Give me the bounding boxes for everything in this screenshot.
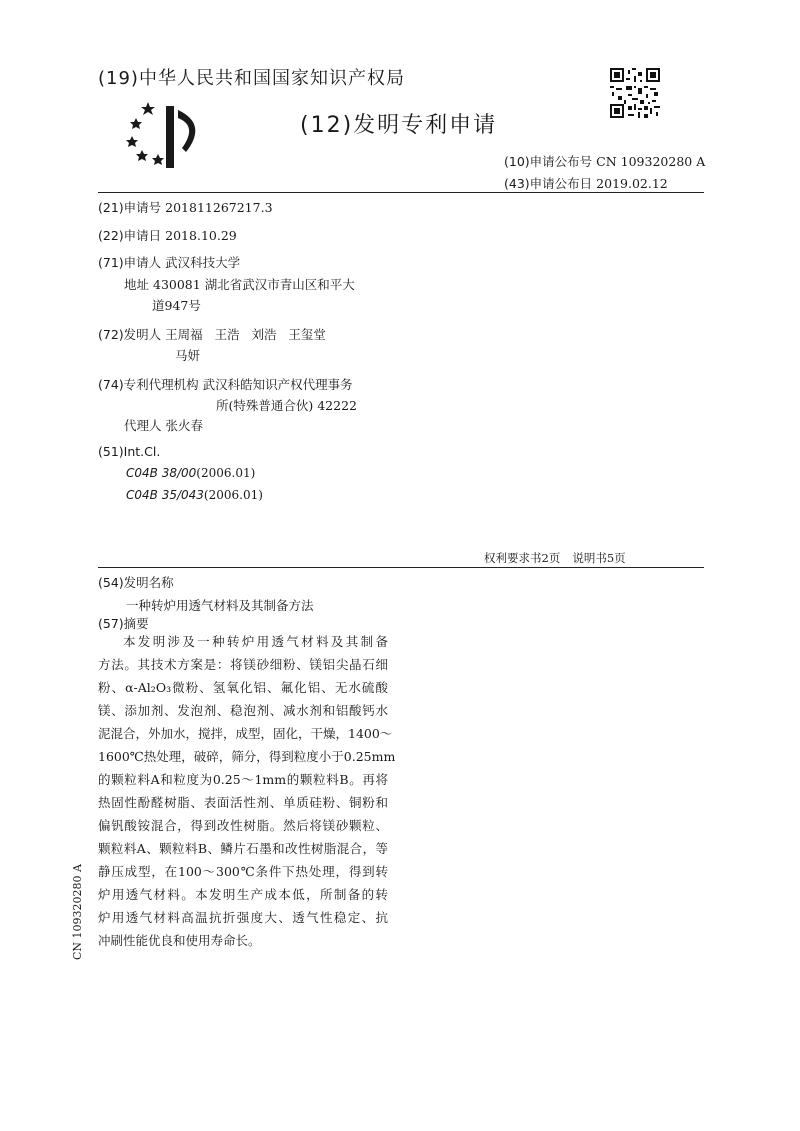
applicant-value: 武汉科技大学: [165, 255, 241, 270]
invention-title: 一种转炉用透气材料及其制备方法: [126, 598, 314, 613]
inventors-value-line1: 王周福 王浩 刘浩 王玺堂: [165, 327, 326, 342]
abstract-line: 炉用透气材料高温抗折强度大、透气性稳定、抗: [98, 910, 388, 925]
ipc-code: C04B 35/043: [126, 488, 204, 502]
ipc-code: C04B 38/00: [126, 466, 197, 480]
cnipa-logo-icon: [126, 96, 210, 174]
ipc-entry: [126, 488, 263, 502]
inventors-label: (72)发明人: [98, 327, 162, 342]
applicant-label: (71)申请人: [98, 255, 162, 270]
abstract-line: 炉用透气材料。本发明生产成本低，所制备的转: [98, 887, 388, 902]
abstract-label: (57)摘要: [98, 616, 149, 631]
ipc-entry: [126, 466, 255, 480]
agent: [124, 416, 203, 434]
address-label: 地址: [124, 277, 150, 292]
agent-label: 代理人: [124, 418, 162, 433]
page-count-info: [484, 550, 626, 566]
abstract-divider: [98, 567, 704, 568]
abstract-line: 冲刷性能优良和使用寿命长。: [98, 933, 261, 948]
application-number-label: (21)申请号: [98, 200, 162, 215]
abstract-line: 颗粒料A、颗粒料B、鳞片石墨和改性树脂混合，等: [98, 841, 388, 856]
header-divider: [98, 192, 704, 193]
office-name: (19)中华人民共和国国家知识产权局: [98, 68, 405, 89]
ipc-edition: (2006.01): [196, 466, 256, 480]
inventors: [98, 325, 326, 343]
application-date-value: 2018.10.29: [165, 228, 237, 243]
applicant: [98, 253, 240, 271]
abstract-line: 粉、α-Al₂O₃微粉、氢氧化铝、氟化铝、无水硫酸: [98, 680, 388, 695]
qr-code-icon: [610, 68, 660, 118]
application-date: [98, 226, 237, 244]
abstract-line: 泥混合，外加水，搅拌，成型，固化，干燥，1400～: [98, 726, 393, 741]
abstract-body: [98, 630, 396, 952]
abstract-line: 偏钒酸铵混合，得到改性树脂。然后将镁砂颗粒、: [98, 818, 388, 833]
abstract-line: 热固性酚醛树脂、表面活性剂、单质硅粉、铜粉和: [98, 795, 388, 810]
application-number-value: 201811267217.3: [165, 200, 273, 215]
application-date-label: (22)申请日: [98, 228, 162, 243]
invention-title-label: (54)发明名称: [98, 575, 174, 590]
agent-value: 张火春: [165, 418, 204, 433]
publication-date-value: 2019.02.12: [596, 176, 668, 191]
publication-number: [504, 152, 705, 170]
abstract-line: 方法。其技术方案是：将镁砂细粉、镁铝尖晶石细: [98, 657, 388, 672]
publication-number-value: CN 109320280 A: [596, 154, 706, 169]
abstract-line: 镁、添加剂、发泡剂、稳泡剂、减水剂和铝酸钙水: [98, 703, 388, 718]
side-publication-number: CN 109320280 A: [71, 864, 84, 960]
publication-date: [504, 174, 668, 192]
document-type-title: (12)发明专利申请: [300, 113, 498, 138]
application-number: [98, 198, 273, 216]
patent-agency-value-line2: 所(特殊普通合伙) 42222: [216, 398, 357, 413]
abstract-line: 本发明涉及一种转炉用透气材料及其制备: [123, 634, 388, 649]
abstract-line: 静压成型，在100～300℃条件下热处理，得到转: [98, 864, 388, 879]
description-pages: 说明书5页: [572, 551, 626, 565]
patent-agency-label: (74)专利代理机构: [98, 377, 199, 392]
patent-agency-value-line1: 武汉科皓知识产权代理事务: [202, 377, 353, 392]
inventors-value-line2: 马妍: [175, 348, 201, 363]
address-value-line2: 道947号: [152, 298, 201, 313]
ipc-label: (51)Int.Cl.: [98, 444, 161, 459]
ipc-edition: (2006.01): [203, 488, 263, 502]
patent-agency: [98, 375, 353, 393]
address: [124, 275, 355, 293]
address-value-line1: 430081 湖北省武汉市青山区和平大: [153, 277, 355, 292]
abstract-line: 的颗粒料A和粒度为0.25～1mm的颗粒料B。再将: [98, 772, 388, 787]
ipc-classification: [98, 444, 160, 459]
invention-title-heading: [98, 573, 174, 591]
abstract-line: 1600℃热处理，破碎，筛分，得到粒度小于0.25mm: [98, 749, 396, 764]
publication-date-label: (43)申请公布日: [504, 176, 593, 191]
publication-number-label: (10)申请公布号: [504, 154, 593, 169]
claims-pages: 权利要求书2页: [484, 551, 561, 565]
